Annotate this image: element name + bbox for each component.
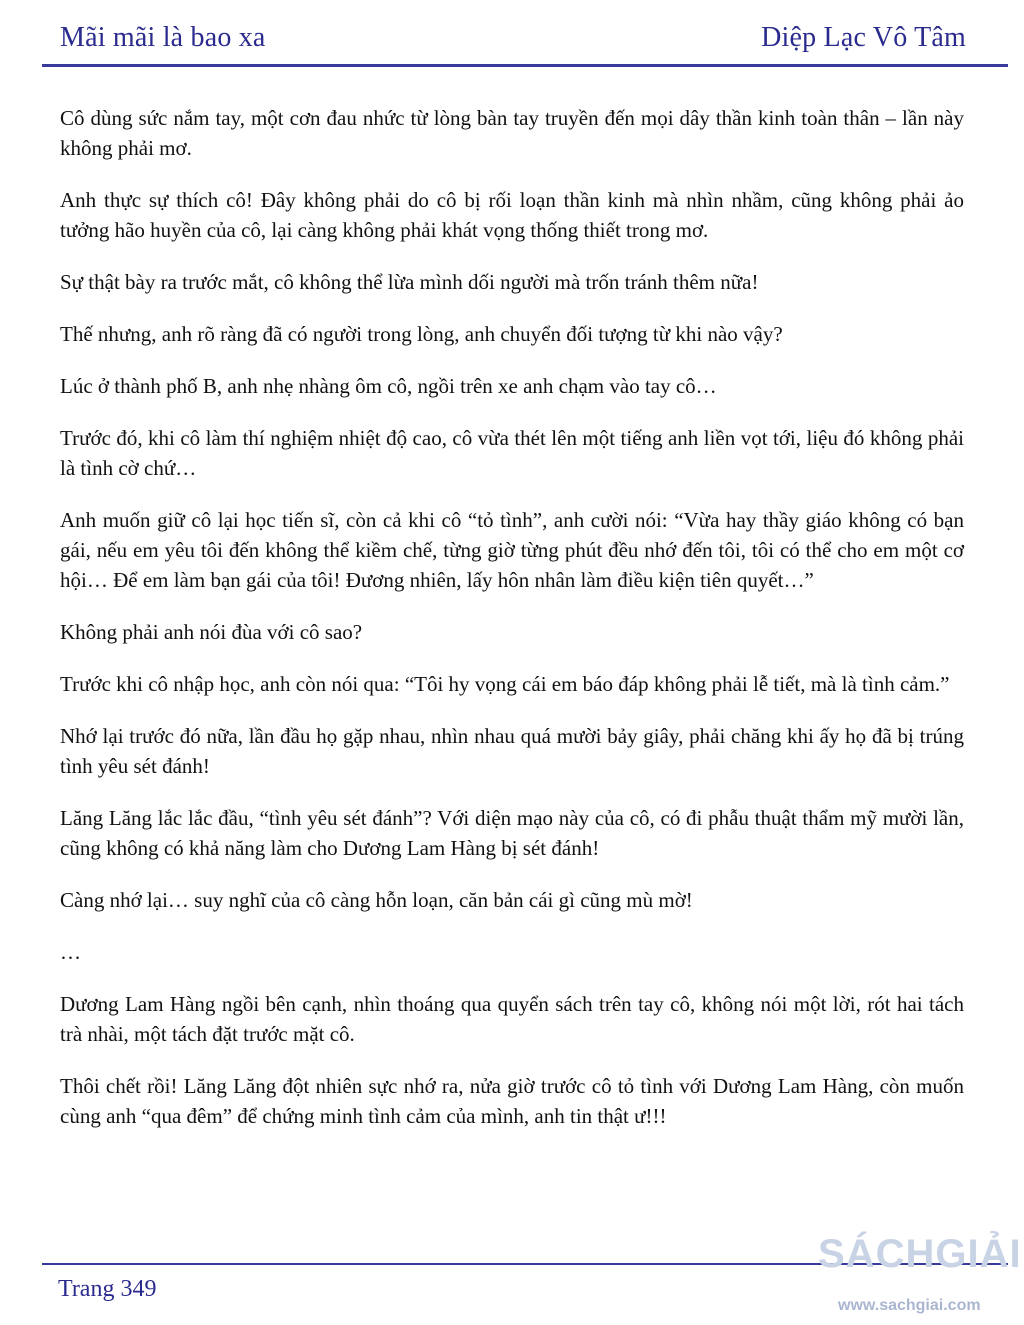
paragraph: Lăng Lăng lắc lắc đầu, “tình yêu sét đánh”? Với diện mạo này của cô, có đi phẫu thuật thẩm mỹ mười lần, cũng không có khả năng làm cho Dương Lam Hàng bị sét đánh! <box>60 806 964 860</box>
paragraph: Lúc ở thành phố B, anh nhẹ nhàng ôm cô, ngồi trên xe anh chạm vào tay cô… <box>60 374 717 398</box>
paragraph: Anh muốn giữ cô lại học tiến sĩ, còn cả khi cô “tỏ tình”, anh cười nói: “Vừa hay thầy giáo không có bạn gái, nếu em yêu tôi đến không thể kiềm chế, từng giờ từng phút đều nhớ đến tôi, tôi có thể cho em một cơ hội… Để em làm bạn gái của tôi! Đương nhiên, lấy hôn nhân làm điều kiện tiên quyết…” <box>60 508 964 592</box>
page-header <box>0 0 1024 66</box>
paragraph: Anh thực sự thích cô! Đây không phải do cô bị rối loạn thần kinh mà nhìn nhầm, cũng không phải ảo tưởng hão huyền của cô, lại càng không phải khát vọng thống thiết trong mơ. <box>60 188 964 242</box>
paragraph: Càng nhớ lại… suy nghĩ của cô càng hỗn loạn, căn bản cái gì cũng mù mờ! <box>60 888 693 912</box>
watermark-logo: SÁCHGIẢI <box>818 1232 1022 1276</box>
paragraph: Thôi chết rồi! Lăng Lăng đột nhiên sực nhớ ra, nửa giờ trước cô tỏ tình với Dương Lam Hàng, còn muốn cùng anh “qua đêm” để chứng minh tình cảm của mình, anh tin thật ư!!! <box>60 1074 964 1128</box>
book-author: Diệp Lạc Vô Tâm <box>761 22 966 53</box>
paragraph: Trước đó, khi cô làm thí nghiệm nhiệt độ cao, cô vừa thét lên một tiếng anh liền vọt tới, liệu đó không phải là tình cờ chứ… <box>60 426 964 480</box>
paragraph: Thế nhưng, anh rõ ràng đã có người trong lòng, anh chuyển đối tượng từ khi nào vậy? <box>60 322 783 346</box>
header-divider <box>42 64 1008 67</box>
paragraph: Cô dùng sức nắm tay, một cơn đau nhức từ lòng bàn tay truyền đến mọi dây thần kinh toàn thân – lần này không phải mơ. <box>60 106 964 160</box>
scene-break: … <box>60 940 81 964</box>
paragraph: Không phải anh nói đùa với cô sao? <box>60 620 363 644</box>
page-body <box>60 103 964 1153</box>
paragraph: Trước khi cô nhập học, anh còn nói qua: “Tôi hy vọng cái em báo đáp không phải lễ tiết, mà là tình cảm.” <box>60 672 950 696</box>
book-title: Mãi mãi là bao xa <box>60 22 266 53</box>
paragraph: Sự thật bày ra trước mắt, cô không thể lừa mình dối người mà trốn tránh thêm nữa! <box>60 270 759 294</box>
page-number: Trang 349 <box>58 1276 157 1302</box>
paragraph: Nhớ lại trước đó nữa, lần đầu họ gặp nhau, nhìn nhau quá mười bảy giây, phải chăng khi ấy họ đã bị trúng tình yêu sét đánh! <box>60 724 964 778</box>
watermark-url: www.sachgiai.com <box>838 1297 981 1314</box>
paragraph: Dương Lam Hàng ngồi bên cạnh, nhìn thoáng qua quyển sách trên tay cô, không nói một lời, rót hai tách trà nhài, một tách đặt trước mặt cô. <box>60 992 964 1046</box>
